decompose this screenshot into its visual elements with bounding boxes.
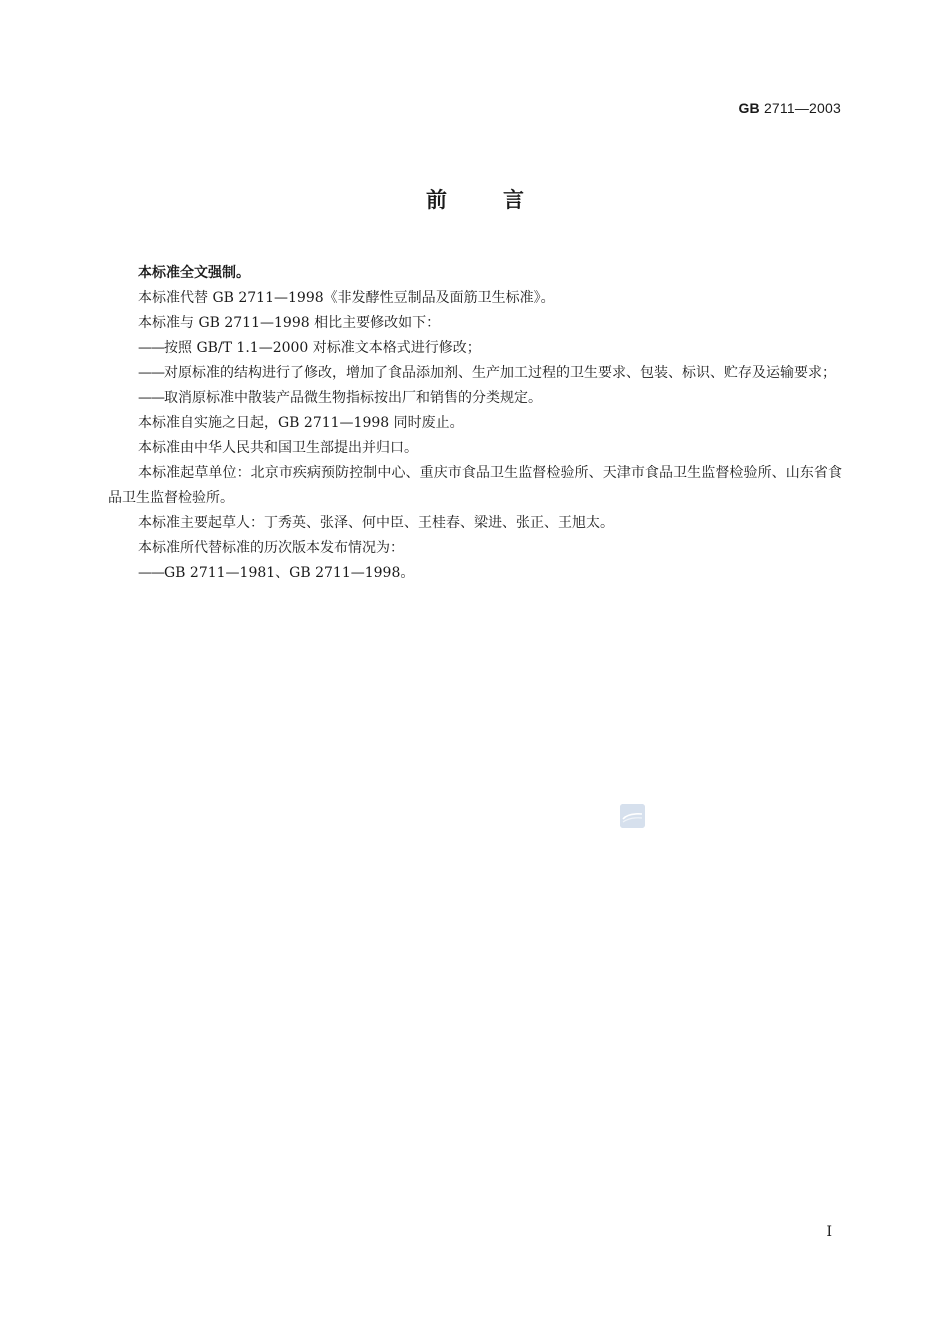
change-item-text: 对原标准的结构进行了修改，增加了食品添加剂、生产加工过程的卫生要求、包装、标识、贮存及运输要求；: [164, 365, 836, 381]
change-item-text: 按照 GB/T 1.1—2000 对标准文本格式进行修改；: [164, 340, 481, 356]
standard-number: [738, 100, 841, 116]
paragraph-proposer: 本标准由中华人民共和国卫生部提出并归口。: [138, 440, 418, 456]
dash-mark: ——: [138, 340, 164, 356]
change-item: [108, 336, 842, 361]
change-item-text: 取消原标准中散装产品微生物指标按出厂和销售的分类规定。: [164, 390, 542, 406]
standard-prefix: GB: [738, 100, 760, 116]
change-item: [108, 361, 842, 386]
paragraph-abolish: 本标准自实施之日起，GB 2711—1998 同时废止。: [138, 415, 464, 431]
paragraph-drafters: 本标准主要起草人：丁秀英、张泽、何中臣、王桂春、梁进、张正、王旭太。: [138, 515, 614, 531]
paragraph-mandatory: 本标准全文强制。: [138, 265, 250, 281]
dash-mark: ——: [138, 565, 164, 581]
paragraph-drafting-units: 本标准起草单位：北京市疾病预防控制中心、重庆市食品卫生监督检验所、天津市食品卫生监督检验所、山东省食品卫生监督检验所。: [108, 465, 842, 506]
paragraph-replaces: 本标准代替 GB 2711—1998《非发酵性豆制品及面筋卫生标准》。: [138, 290, 555, 306]
history-item: [108, 561, 842, 586]
paragraph-changes-intro: 本标准与 GB 2711—1998 相比主要修改如下：: [138, 315, 441, 331]
standard-code: 2711—2003: [763, 100, 841, 116]
page-title: 前言: [426, 188, 580, 212]
foreword-body: [108, 261, 842, 586]
sac-logo-icon: [620, 804, 645, 828]
page-number: I: [826, 1224, 832, 1240]
dash-mark: ——: [138, 365, 164, 381]
history-item-text: GB 2711—1981、GB 2711—1998。: [164, 565, 415, 581]
paragraph-history-intro: 本标准所代替标准的历次版本发布情况为：: [138, 540, 404, 556]
change-item: [108, 386, 842, 411]
dash-mark: ——: [138, 390, 164, 406]
